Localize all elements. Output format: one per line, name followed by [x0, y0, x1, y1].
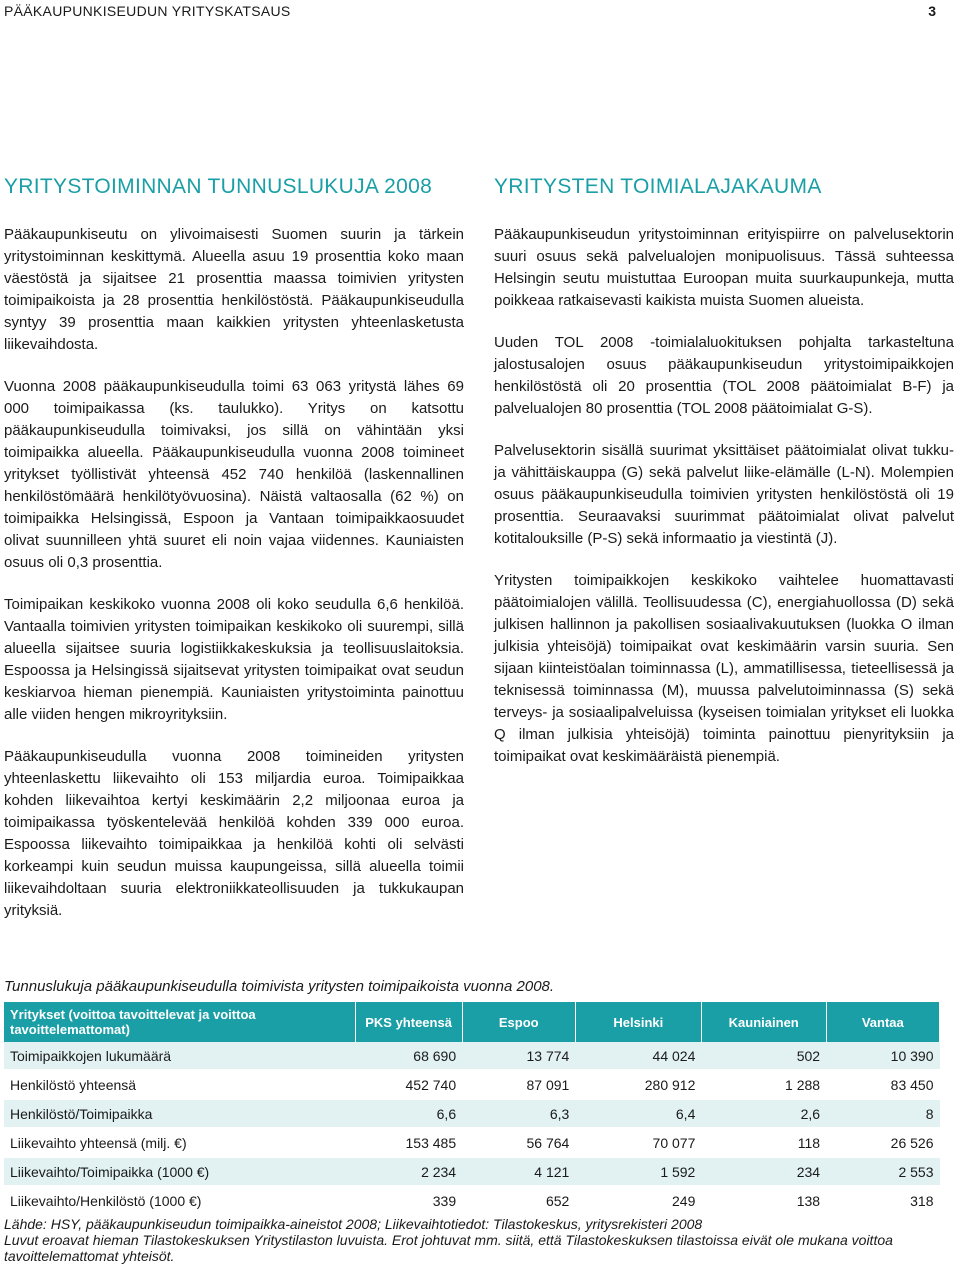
table-cell: 2,6 — [701, 1099, 826, 1128]
table-caption: Tunnuslukuja pääkaupunkiseudulla toimivista yritysten toimipaikoista vuonna 2008. — [4, 978, 555, 995]
source-note: Lähde: HSY, pääkaupunkiseudun toimipaikka-aineistot 2008; Liikevaihtotiedot: Tilastokeskus, yritysrekisteri 2008 — [4, 1216, 703, 1232]
table-cell: 26 526 — [826, 1128, 939, 1157]
column-header: Helsinki — [575, 1002, 701, 1042]
table-cell: 70 077 — [575, 1128, 701, 1157]
paragraph: Yritysten toimipaikkojen keskikoko vaihtelee huomattavasti päätoimialojen välillä. Teollisuudessa (C), energiahuollossa (D) sekä julkisen hallinnon ja pakollisen sosiaalivakuutuksen (luokka O ilman julkisia yhteisöjä) toimipaikat ovat keskimäärin varsin suuria. Sen sijaan kiinteistöalan toiminnassa (L), ammatillisessa, tieteellisessä ja teknisessä toiminnassa (M), muussa palvelutoiminnassa (S) sekä terveys- ja sosiaalipalveluissa (kyseisen toimialan yritykset eli luokka Q ilman julkisia yhteisöjä) toiminta painottuu pienyrityksiin ja toimipaikat ovat keskimääräistä pienempiä. — [494, 572, 954, 765]
row-label: Liikevaihto/Toimipaikka (1000 €) — [4, 1157, 355, 1186]
table-cell: 8 — [826, 1099, 939, 1128]
table-cell: 56 764 — [462, 1128, 575, 1157]
row-label: Liikevaihto yhteensä (milj. €) — [4, 1128, 355, 1157]
table-footnote — [4, 1216, 954, 1264]
column-header: Vantaa — [826, 1002, 939, 1042]
table-row — [4, 1042, 940, 1070]
table-cell: 153 485 — [355, 1128, 462, 1157]
table-cell: 83 450 — [826, 1070, 939, 1099]
table-cell: 2 234 — [355, 1157, 462, 1186]
key-figures-table — [4, 1002, 940, 1216]
table-cell: 87 091 — [462, 1070, 575, 1099]
paragraph: Uuden TOL 2008 -toimialaluokituksen pohjalta tarkasteltuna jalostusalojen osuus pääkaupunkiseudun yritystoimipaikkojen henkilöstöstä oli 20 prosenttia (TOL 2008 päätoimialat B-F) ja palvelualojen 80 prosenttia (TOL 2008 päätoimialat G-S). — [494, 334, 954, 417]
paragraph: Pääkaupunkiseudun yritystoiminnan erityispiirre on palvelusektorin suuri osuus sekä palvelualojen monipuolisuus. Tässä suhteessa Helsingin seutu muistuttaa Euroopan muita suurkaupunkeja, mutta poikkeaa ratkaisevasti kaikista muista Suomen alueista. — [494, 226, 954, 309]
paragraph: Pääkaupunkiseutu on ylivoimaisesti Suomen suurin ja tärkein yritystoiminnan keskittymä. Alueella asuu 19 prosenttia koko maan väestöstä ja sijaitsee 21 prosenttia maassa toimivien yritysten toimipaikoista ja 28 prosenttia henkilöstöstä. Pääkaupunkiseudulla syntyy 39 prosenttia maan kaikkien yritysten yhteenlasketusta liikevaihdosta. — [4, 226, 464, 353]
table-cell: 502 — [701, 1042, 826, 1070]
section-heading-key-figures: YRITYSTOIMINNAN TUNNUSLUKUJA 2008 — [4, 175, 433, 198]
table-cell: 6,6 — [355, 1099, 462, 1128]
table-row — [4, 1128, 940, 1157]
table-row — [4, 1186, 940, 1215]
row-label: Henkilöstö/Toimipaikka — [4, 1099, 355, 1128]
left-column — [4, 172, 464, 942]
table-cell: 6,4 — [575, 1099, 701, 1128]
column-header: Espoo — [462, 1002, 575, 1042]
table-header-row — [4, 1002, 940, 1042]
running-header-title: PÄÄKAUPUNKISEUDUN YRITYSKATSAUS — [4, 3, 291, 19]
table-cell: 10 390 — [826, 1042, 939, 1070]
table-row — [4, 1157, 940, 1186]
table-cell: 318 — [826, 1186, 939, 1215]
table-cell: 2 553 — [826, 1157, 939, 1186]
row-label: Toimipaikkojen lukumäärä — [4, 1042, 355, 1070]
table-cell: 1 592 — [575, 1157, 701, 1186]
paragraph: Vuonna 2008 pääkaupunkiseudulla toimi 63 063 yritystä lähes 69 000 toimipaikassa (ks. taulukko). Yritys on katsottu pääkaupunkiseudulla toimivaksi, jos sillä on vähintään yksi toimipaikka alueella. Pääkaupunkiseudulla vuonna 2008 toimineet yritykset työllistivät yhteensä 452 740 henkilöä (laskennallinen henkilöstömäärä henkilötyövuosina). Näistä valtaosalla (62 %) on toimipaikka Helsingissä, Espoon ja Vantaan toimipaikkaosuudet olivat suunnilleen yhtä suuret eli noin vajaa viidennes. Kauniaisten osuus oli 0,3 prosenttia. — [4, 378, 464, 571]
column-header: PKS yhteensä — [355, 1002, 462, 1042]
table-cell: 249 — [575, 1186, 701, 1215]
page-number: 3 — [928, 3, 936, 19]
paragraph: Toimipaikan keskikoko vuonna 2008 oli koko seudulla 6,6 henkilöä. Vantaalla toimivien yritysten toimipaikan keskikoko oli suurempi, sillä alueella sijaitsee suuria logistiikkakeskuksia ja teollisuuslaitoksia. Espoossa ja Helsingissä sijaitsevat yritysten toimipaikat ovat seudun keskiarvoa hieman pienempiä. Kauniaisten yritystoiminta painottuu alle viiden hengen mikroyrityksiin. — [4, 596, 464, 723]
table-cell: 68 690 — [355, 1042, 462, 1070]
table-cell: 6,3 — [462, 1099, 575, 1128]
table-cell: 339 — [355, 1186, 462, 1215]
section-heading-industry-distribution: YRITYSTEN TOIMIALAJAKAUMA — [494, 175, 822, 198]
table-cell: 4 121 — [462, 1157, 575, 1186]
column-header: Yritykset (voittoa tavoittelevat ja voittoa tavoittelemattomat) — [4, 1002, 355, 1042]
table-cell: 13 774 — [462, 1042, 575, 1070]
column-header: Kauniainen — [701, 1002, 826, 1042]
row-label: Henkilöstö yhteensä — [4, 1070, 355, 1099]
table-cell: 452 740 — [355, 1070, 462, 1099]
right-column — [494, 172, 954, 788]
table-cell: 234 — [701, 1157, 826, 1186]
table-row — [4, 1070, 940, 1099]
row-label: Liikevaihto/Henkilöstö (1000 €) — [4, 1186, 355, 1215]
table-cell: 44 024 — [575, 1042, 701, 1070]
table-cell: 118 — [701, 1128, 826, 1157]
table-cell: 652 — [462, 1186, 575, 1215]
table-cell: 280 912 — [575, 1070, 701, 1099]
paragraph: Palvelusektorin sisällä suurimat yksittäiset päätoimialat olivat tukku- ja vähittäiskauppa (G) sekä palvelut liike-elämälle (L-N). Molempien osuus pääkaupunkiseudulla toimivien yritysten henkilöstöstä oli 19 prosenttia. Seuraavaksi suurimmat päätoimialat olivat palvelut kotitalouksille (P-S) sekä informaatio ja viestintä (J). — [494, 442, 954, 547]
table-cell: 1 288 — [701, 1070, 826, 1099]
table-cell: 138 — [701, 1186, 826, 1215]
methodology-note: Luvut eroavat hieman Tilastokeskuksen Yritystilaston luvuista. Erot johtuvat mm. siitä, että Tilastokeskuksen tilastoissa eivät ole mukana voittoa tavoittelemattomat yhteisöt. — [4, 1232, 893, 1264]
paragraph: Pääkaupunkiseudulla vuonna 2008 toimineiden yritysten yhteenlaskettu liikevaihto oli 153 miljardia euroa. Toimipaikkaa kohden liikevaihtoa kertyi keskimäärin 2,2 miljoonaa euroa ja toimipaikassa työskentelevää henkilöä kohden 339 000 euroa. Espoossa liikevaihto toimipaikkaa ja henkilöä kohti oli selvästi korkeampi kuin seudun muissa kaupungeissa, sillä alueella toimii liikevaihdoltaan suuria elektroniikkateollisuuden ja tukkukaupan yrityksiä. — [4, 748, 464, 919]
table-row — [4, 1099, 940, 1128]
